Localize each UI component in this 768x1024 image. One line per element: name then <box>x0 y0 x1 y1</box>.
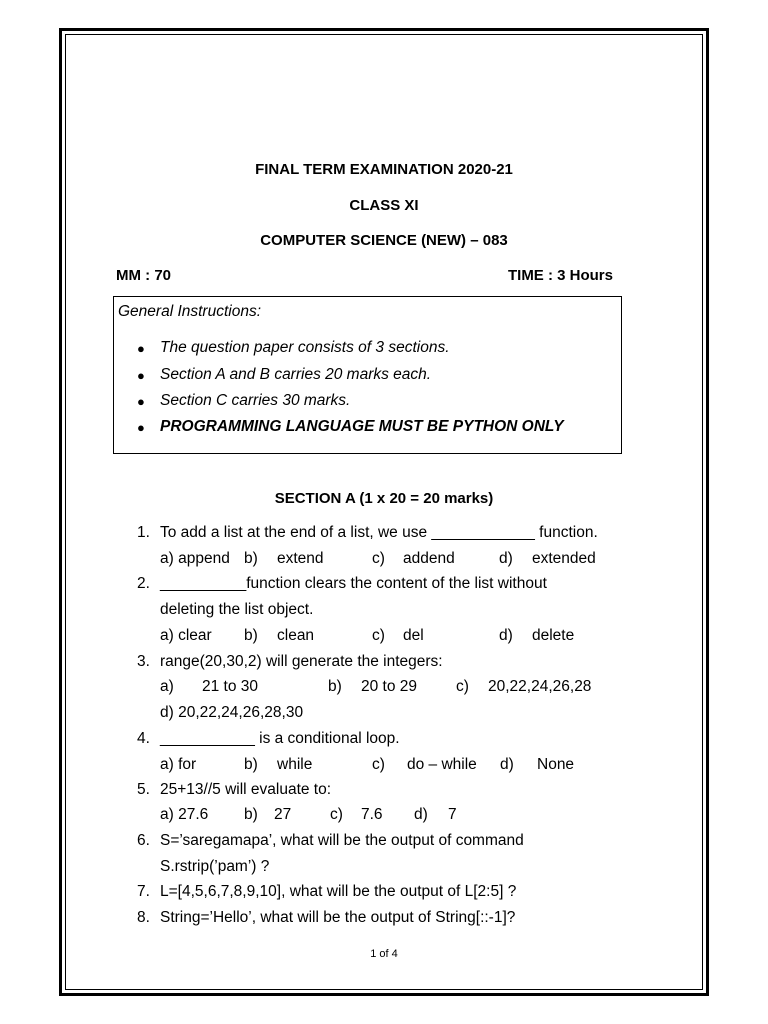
question-text: 25+13//5 will evaluate to: <box>160 781 332 798</box>
section-a-title: SECTION A (1 x 20 = 20 marks) <box>274 490 494 507</box>
option-value: None <box>537 756 575 773</box>
option-label: d) <box>500 756 514 773</box>
instruction-item: The question paper consists of 3 sections. <box>160 339 450 356</box>
question-text: S.rstrip(’pam’) ? <box>160 858 270 875</box>
time-allowed: TIME : 3 Hours <box>507 267 613 284</box>
question-number: 5. <box>137 781 150 798</box>
option-value: 20,22,24,26,28 <box>488 678 592 695</box>
max-marks: MM : 70 <box>116 267 172 284</box>
option-value: while <box>277 756 313 773</box>
option-value: 21 to 30 <box>202 678 259 695</box>
option-label: a) append <box>160 550 230 567</box>
question-number: 4. <box>137 730 150 747</box>
bullet-icon: ● <box>137 341 145 356</box>
instruction-item: Section C carries 30 marks. <box>160 392 351 409</box>
option-label: a) 27.6 <box>160 806 209 823</box>
question-number: 3. <box>137 653 150 670</box>
class-name: CLASS XI <box>349 197 419 214</box>
option-item: d) 20,22,24,26,28,30 <box>160 704 304 721</box>
question-number: 7. <box>137 883 150 900</box>
bullet-icon: ● <box>137 394 145 409</box>
option-label: b) <box>244 550 258 567</box>
question-number: 8. <box>137 909 150 926</box>
instructions-box <box>113 296 622 454</box>
question-text: range(20,30,2) will generate the integers: <box>160 653 443 670</box>
question-text: To add a list at the end of a list, we use ____________ function. <box>160 524 598 541</box>
subject-title: COMPUTER SCIENCE (NEW) – 083 <box>260 232 508 249</box>
option-value: do – while <box>407 756 477 773</box>
option-value: addend <box>403 550 455 567</box>
question-text: deleting the list object. <box>160 601 314 618</box>
option-label: c) <box>330 806 343 823</box>
option-label: b) <box>328 678 342 695</box>
page-number: 1 of 4 <box>370 948 398 960</box>
instruction-item: Section A and B carries 20 marks each. <box>160 366 432 383</box>
option-value: delete <box>532 627 575 644</box>
option-label: c) <box>372 550 385 567</box>
option-label: a) for <box>160 756 197 773</box>
question-text: __________function clears the content of the list without <box>160 575 547 592</box>
option-value: 20 to 29 <box>361 678 418 695</box>
option-value: del <box>403 627 424 644</box>
question-number: 1. <box>137 524 150 541</box>
bullet-icon: ● <box>137 368 145 383</box>
option-label: a) clear <box>160 627 212 644</box>
option-label: c) <box>372 627 385 644</box>
exam-title: FINAL TERM EXAMINATION 2020-21 <box>255 161 513 178</box>
option-label: d) <box>414 806 428 823</box>
option-value: clean <box>277 627 315 644</box>
question-text: S=’saregamapa’, what will be the output of command <box>160 832 524 849</box>
option-label: c) <box>456 678 469 695</box>
instruction-item: PROGRAMMING LANGUAGE MUST BE PYTHON ONLY <box>160 418 564 435</box>
option-label: c) <box>372 756 385 773</box>
question-text: String=’Hello’, what will be the output of String[::-1]? <box>160 909 516 926</box>
option-value: extend <box>277 550 324 567</box>
question-number: 2. <box>137 575 150 592</box>
option-label: b) <box>244 806 258 823</box>
question-text: L=[4,5,6,7,8,9,10], what will be the output of L[2:5] ? <box>160 883 517 900</box>
option-value: 7 <box>448 806 457 823</box>
option-label: d) <box>499 550 513 567</box>
option-label: d) <box>499 627 513 644</box>
option-label: b) <box>244 627 258 644</box>
option-label: a) <box>160 678 174 695</box>
question-text: ___________ is a conditional loop. <box>160 730 400 747</box>
option-label: b) <box>244 756 258 773</box>
option-value: extended <box>532 550 596 567</box>
question-number: 6. <box>137 832 150 849</box>
option-value: 27 <box>274 806 292 823</box>
option-value: 7.6 <box>361 806 383 823</box>
instructions-title: General Instructions: <box>118 303 262 320</box>
bullet-icon: ● <box>137 420 145 435</box>
